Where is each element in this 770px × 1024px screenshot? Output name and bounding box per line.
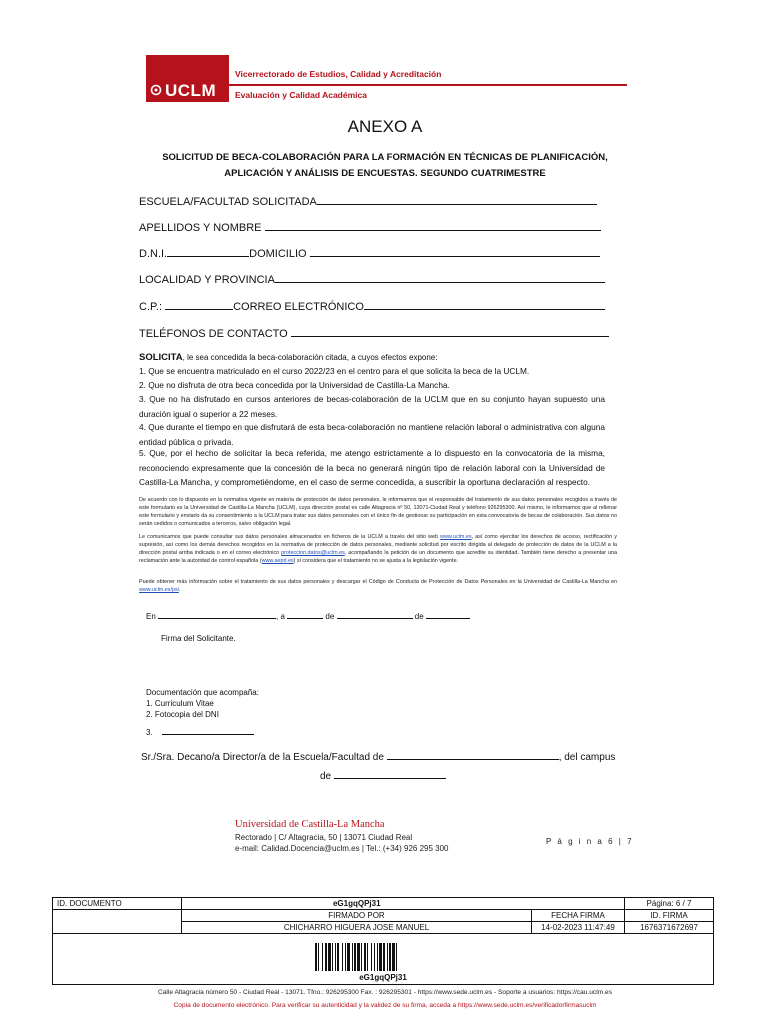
- docs-item-3-number: 3.: [146, 728, 153, 737]
- addressee-line-1: [141, 751, 615, 763]
- signature-year-line[interactable]: [426, 611, 470, 619]
- signature-de-label-2: de: [414, 612, 424, 621]
- solicita-word: SOLICITA: [139, 352, 183, 363]
- barcode-bar: [377, 943, 378, 971]
- field-escuela: [139, 194, 597, 208]
- signature-day-line[interactable]: [287, 611, 323, 619]
- barcode-bar: [318, 943, 319, 971]
- field-dni-line[interactable]: [167, 246, 249, 257]
- header-evaluacion: Evaluación y Calidad Académica: [235, 90, 367, 100]
- field-localidad-label: LOCALIDAD Y PROVINCIA: [139, 274, 275, 286]
- field-apellidos: [139, 220, 601, 234]
- field-domicilio-line[interactable]: [310, 246, 600, 257]
- legal-p2-c: , acompañando la petición de un documento que acredite su identidad. También tiene derecho a presentar una reclamación ante la autoridad de control española (: [139, 550, 617, 564]
- barcode-bar: [387, 943, 388, 971]
- barcode-bar: [342, 943, 343, 971]
- field-telefonos-line[interactable]: [291, 326, 609, 337]
- barcode-bar: [392, 943, 395, 971]
- barcode-bar: [379, 943, 382, 971]
- stamp-fecha-firma: FECHA FIRMA: [532, 910, 625, 922]
- field-localidad-line[interactable]: [275, 272, 605, 283]
- barcode-bar: [347, 943, 350, 971]
- field-cp-line[interactable]: [165, 299, 233, 310]
- field-domicilio-label: DOMICILIO: [249, 248, 307, 260]
- footer-address-block: [235, 832, 449, 854]
- field-correo-line[interactable]: [364, 299, 605, 310]
- stamp-barcode-cell: [53, 934, 714, 985]
- legal-paragraph-3: [139, 578, 617, 594]
- barcode-bar: [383, 943, 385, 971]
- field-apellidos-line[interactable]: [265, 220, 601, 231]
- barcode-bar: [357, 943, 360, 971]
- logo-text: UCLM: [165, 81, 217, 100]
- page-subtitle: SOLICITUD DE BECA-COLABORACIÓN PARA LA FORMACIÓN EN TÉCNICAS DE PLANIFICACIÓN, APLICACIÓN Y ANÁLISIS DE ENCUESTAS. SEGUNDO CUATRIMESTRE: [162, 152, 608, 179]
- field-correo-label: CORREO ELECTRÓNICO: [233, 301, 364, 313]
- bottom-verify-line: Copia de documento electrónico. Para verificar su autenticidad y la validez de su firma, acceda a https://www.sede.uclm.es/verificadorfirmasuclm: [173, 1002, 597, 1009]
- docs-item-2: 2. Fotocopia del DNI: [146, 710, 219, 719]
- link-uclm[interactable]: www.uclm.es: [440, 534, 472, 540]
- barcode-bar: [352, 943, 353, 971]
- field-telefonos: [139, 326, 609, 340]
- barcode-bar: [335, 943, 336, 971]
- docs-item-3: [146, 727, 254, 737]
- solicita-item-2: 2. Que no disfruta de otra beca concedida por la Universidad de Castilla-La Mancha.: [139, 380, 450, 390]
- stamp-firmante: CHICHARRO HIGUERA JOSE MANUEL: [182, 922, 532, 934]
- signature-de-label-1: de: [325, 612, 335, 621]
- barcode-bar: [332, 943, 333, 971]
- stamp-id-value: eG1gqQPj31: [182, 898, 532, 910]
- legal-p2-a: Le comunicamos que puede consultar sus datos personales almacenados en ficheros de la UCLM a través del sitio web: [139, 534, 441, 540]
- docs-item-3-line[interactable]: [162, 727, 254, 735]
- link-psi[interactable]: www.uclm.es/psi: [139, 587, 179, 593]
- link-aepd[interactable]: www.aepd.es: [261, 558, 294, 564]
- barcode-bar: [337, 943, 339, 971]
- field-telefonos-label: TELÉFONOS DE CONTACTO: [139, 328, 288, 340]
- stamp-firmado-por: FIRMADO POR: [182, 910, 532, 922]
- field-escuela-line[interactable]: [317, 194, 597, 205]
- addressee-de-label: de: [320, 771, 332, 782]
- legal-p2-d: ) si considera que el tratamiento no se ajusta a la legislación vigente.: [293, 558, 459, 564]
- field-escuela-label: ESCUELA/FACULTAD SOLICITADA: [139, 196, 317, 208]
- header-vicerrectorado: Vicerrectorado de Estudios, Calidad y Acreditación: [235, 69, 442, 79]
- barcode-bar: [328, 943, 331, 971]
- barcode-bar: [325, 943, 327, 971]
- solicita-item-3: 3. Que no ha disfrutado en cursos anteriores de becas-colaboración de la UCLM que en su conjunto hayan supuesto una duración igual o superior a 22 meses.: [139, 394, 605, 419]
- barcode-bar: [361, 943, 362, 971]
- field-cp-correo: [139, 299, 605, 313]
- barcode-bar: [364, 943, 366, 971]
- field-dni-label: D.N.I.: [139, 248, 168, 260]
- signature-place-date: [146, 611, 470, 621]
- signature-month-line[interactable]: [337, 611, 413, 619]
- barcode-bar: [374, 943, 375, 971]
- header-divider: [229, 84, 627, 86]
- barcode-code: eG1gqQPj31: [359, 973, 407, 982]
- barcode-bar: [315, 943, 317, 971]
- barcode-image: [313, 943, 453, 971]
- legal-p3-b: .: [178, 587, 181, 593]
- docs-title: Documentación que acompaña:: [146, 688, 259, 697]
- legal-paragraph-2: [139, 533, 617, 565]
- footer-university: Universidad de Castilla-La Mancha: [235, 819, 385, 830]
- barcode-bar: [389, 943, 391, 971]
- legal-p3-a: Puede obtener más información sobre el tratamiento de sus datos personales y descargar el Código de Conducta de Protección de Datos Personales en la Universidad de Castilla-La Mancha en: [139, 579, 617, 585]
- signature-en-label: En: [146, 612, 156, 621]
- field-dni-domicilio: [139, 246, 600, 260]
- barcode-bar: [345, 943, 346, 971]
- footer-address: Rectorado | C/ Altagracia, 50 | 13071 Ciudad Real: [235, 833, 413, 842]
- solicita-item-1: 1. Que se encuentra matriculado en el curso 2022/23 en el centro para el que solicita la beca de la UCLM.: [139, 366, 530, 376]
- signature-stamp-table: [52, 897, 714, 985]
- stamp-id-firma-value: 1676371672697: [625, 922, 714, 934]
- stamp-id-firma: ID. FIRMA: [625, 910, 714, 922]
- page-title: ANEXO A: [347, 117, 423, 136]
- field-apellidos-label: APELLIDOS Y NOMBRE: [139, 222, 262, 234]
- field-cp-label: C.P.:: [139, 301, 163, 313]
- signature-a-label: , a: [276, 612, 285, 621]
- signature-label: Firma del Solicitante.: [161, 634, 236, 643]
- barcode-bar: [354, 943, 356, 971]
- addressee-label: Sr./Sra. Decano/a Director/a de la Escuela/Facultad de: [141, 752, 384, 763]
- barcode-bar: [367, 943, 368, 971]
- signature-place-line[interactable]: [158, 611, 276, 619]
- footer-contact: e-mail: Calidad.Docencia@uclm.es | Tel.: (+34) 926 295 300: [235, 844, 449, 853]
- footer-page-number: P á g i n a 6 | 7: [546, 837, 634, 846]
- legal-p2-b: , así como ejercitar los derechos de acceso, rectificación y supresión, así como los demás derechos recogidos en la normativa de protección de datos personales, mediante solicitud por escrito dirigida al delegado de protección de datos de la UCLM a la dirección postal arriba indicada o en el correo electrónico: [139, 534, 617, 556]
- addressee-campus-line[interactable]: [334, 770, 446, 779]
- bottom-contact-line: Calle Altagracia número 50 - Ciudad Real - 13071. Tfno.: 926295300 Fax. : 926295301 - https://www.sede.uclm.es - Soporte a usuarios: https://cau.uclm.es: [157, 989, 612, 996]
- barcode-bar: [322, 943, 323, 971]
- stamp-id-label: ID. DOCUMENTO: [53, 898, 182, 910]
- uclm-emblem-icon: [150, 84, 162, 96]
- docs-item-1: 1. Curriculum Vitae: [146, 699, 214, 708]
- stamp-pagina: Página: 6 / 7: [625, 898, 714, 910]
- stamp-fecha-value: 14-02-2023 11:47:49: [532, 922, 625, 934]
- link-proteccion-datos[interactable]: proteccion.datos@uclm.es: [281, 550, 345, 556]
- field-localidad: [139, 272, 605, 286]
- solicita-item-4: 4. Que durante el tiempo en que disfrutará de esta beca-colaboración no mantiene relación laboral o administrativa con alguna entidad pública o privada.: [139, 422, 605, 447]
- barcode-bar: [371, 943, 372, 971]
- addressee-line-2: [320, 770, 446, 782]
- addressee-campus-label: , del campus: [558, 752, 616, 763]
- legal-paragraph-1: De acuerdo con lo dispuesto en la normativa vigente en materia de protección de datos personales, le informamos que el responsable del tratamiento de sus datos personales recogidos a través de este formulario es la Universidad de Castilla-La Mancha (UCLM), cuya dirección postal es calle Altagracia nº 50, 13071-Ciudad Real y teléfono 926295300. Así mismo, le informamos que al rellenar este formulario y enviarlo da su consentimiento a la UCLM para tratar sus datos personales con el único fin de gestionar su participación en esta convocatoria de becas de colaboración. Sus datos no serán cedidos o comunicados a terceros, salvo obligación legal.: [139, 497, 617, 527]
- solicita-item-5: 5. Que, por el hecho de solicitar la beca referida, me atengo estrictamente a lo dispuesto en la convocatoria de la misma, reconociendo expresamente que la concesión de la beca no generará ningún tipo de relación laboral con la Universidad de Castilla-La Mancha, y comprometiéndome, en el caso de serme concedida, a suscribir la oportuna declaración al respecto.: [139, 448, 605, 487]
- solicita-rest: , le sea concedida la beca-colaboración citada, a cuyos efectos expone:: [182, 353, 438, 362]
- addressee-school-line[interactable]: [387, 751, 559, 760]
- barcode-bar: [396, 943, 397, 971]
